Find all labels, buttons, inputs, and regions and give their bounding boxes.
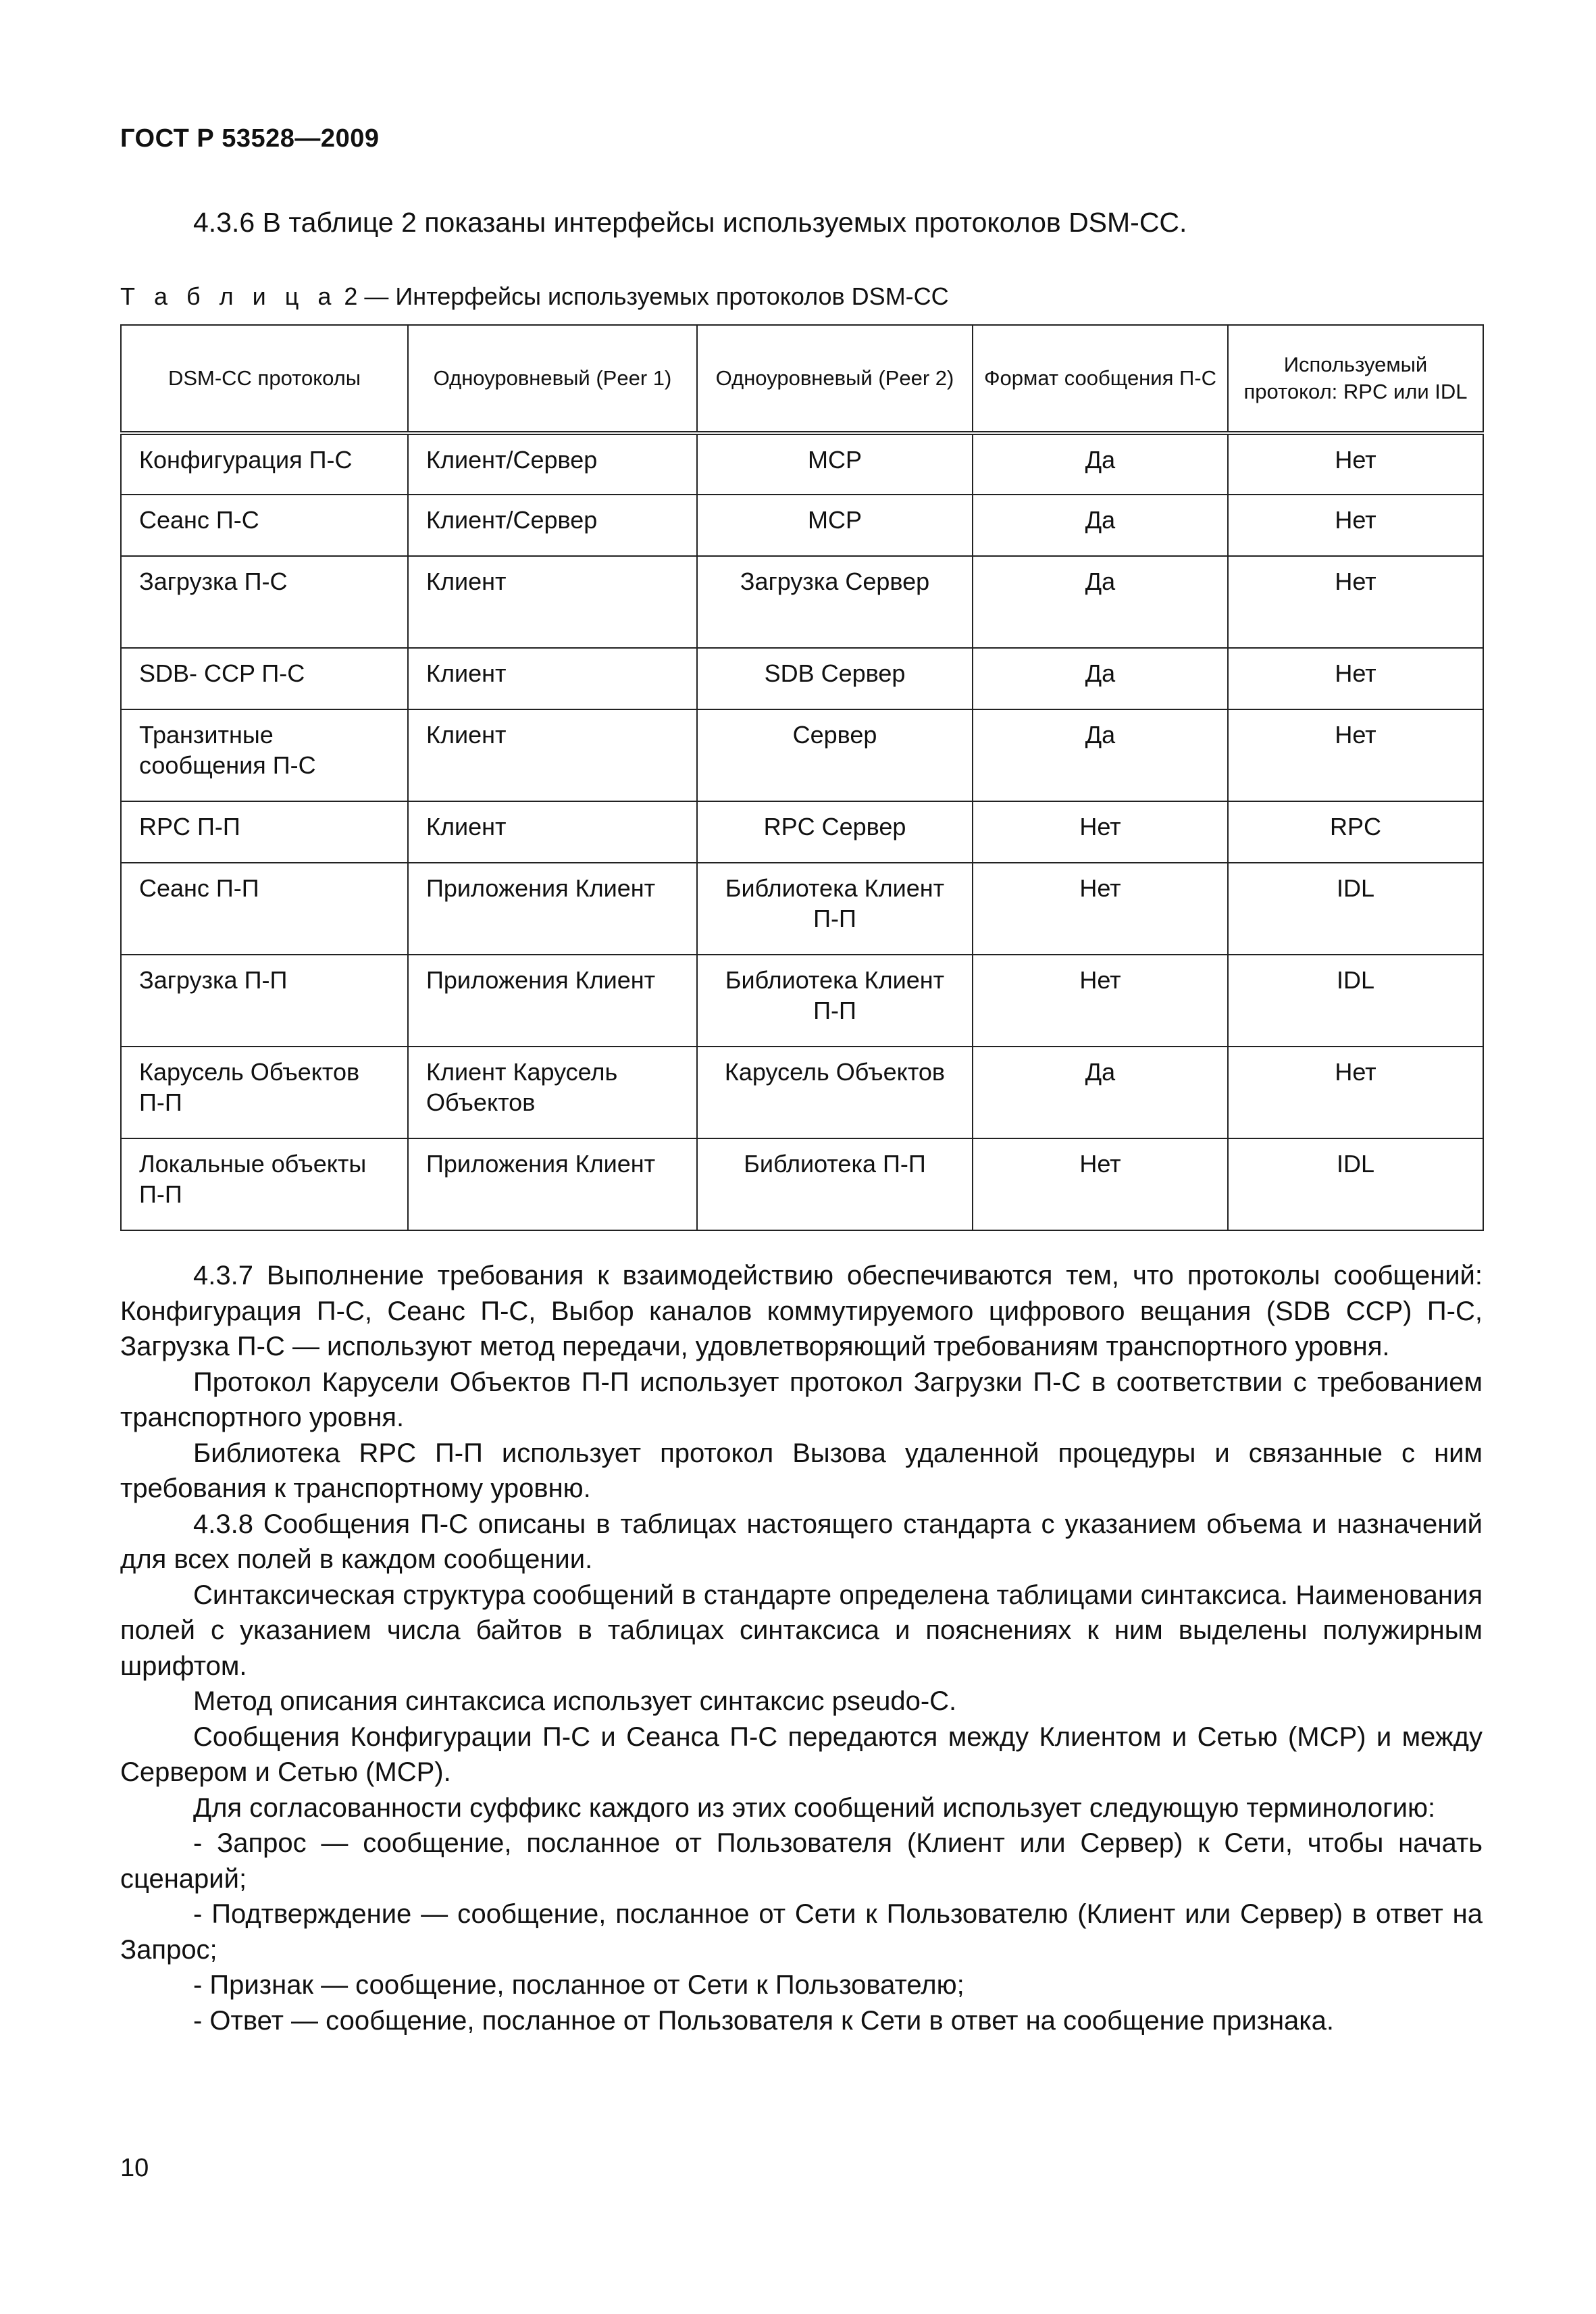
peer1-cell: Приложения Клиент bbox=[408, 1138, 697, 1230]
table-row bbox=[121, 433, 1483, 495]
table-row bbox=[121, 648, 1483, 709]
paragraph: 4.3.7 Выполнение требования к взаимодействию обеспечиваются тем, что протоколы сообщений: Конфигурация П-С, Сеанс П-С, Выбор каналов коммутируемого цифрового вещания (SDB CCP) П-С, Загрузка П-С — используют метод передачи, удовлетворяющий требованиям транспортного уровня. bbox=[120, 1261, 1483, 1361]
table-row bbox=[121, 863, 1483, 955]
paragraph: Библиотека RPC П-П использует протокол Вызова удаленной процедуры и связанные с ним требования к транспортному уровню. bbox=[120, 1438, 1483, 1503]
rpc-idl-cell: RPC bbox=[1228, 801, 1483, 863]
header-cell: Одноуровневый (Peer 2) bbox=[697, 325, 973, 433]
rpc-idl-cell: Нет bbox=[1228, 648, 1483, 709]
list-item: - Ответ — сообщение, посланное от Пользователя к Сети в ответ на сообщение признака. bbox=[193, 2005, 1335, 2036]
paragraph: 4.3.8 Сообщения П-С описаны в таблицах настоящего стандарта с указанием объема и назначений для всех полей в каждом сообщении. bbox=[120, 1509, 1483, 1574]
list-item: - Подтверждение — сообщение, посланное от Сети к Пользователю (Клиент или Сервер) в ответ на Запрос; bbox=[120, 1899, 1483, 1965]
peer1-cell: Клиент Карусель Объектов bbox=[408, 1047, 697, 1138]
format-cell: Да bbox=[973, 709, 1228, 801]
table-row bbox=[121, 801, 1483, 863]
paragraph: Для согласованности суффикс каждого из этих сообщений использует следующую терминологию: bbox=[193, 1792, 1436, 1823]
table-caption-label: Т а б л и ц а bbox=[120, 282, 338, 310]
peer2-cell: Библиотека П-П bbox=[697, 1138, 973, 1230]
rpc-idl-cell: Нет bbox=[1228, 556, 1483, 648]
table-row bbox=[121, 955, 1483, 1047]
table-caption bbox=[120, 282, 949, 311]
table-row bbox=[121, 495, 1483, 556]
protocol-cell: Конфигурация П-С bbox=[121, 433, 408, 495]
table-row bbox=[121, 1047, 1483, 1138]
protocol-cell: Загрузка П-С bbox=[121, 556, 408, 648]
format-cell: Нет bbox=[973, 801, 1228, 863]
peer1-cell: Приложения Клиент bbox=[408, 863, 697, 955]
peer2-cell: Библиотека Клиент П-П bbox=[697, 955, 973, 1047]
list-item: - Запрос — сообщение, посланное от Пользователя (Клиент или Сервер) к Сети, чтобы начать сценарий; bbox=[120, 1828, 1483, 1894]
header-cell: DSM-CC протоколы bbox=[121, 325, 408, 433]
paragraph: Синтаксическая структура сообщений в стандарте определена таблицами синтаксиса. Наименования полей с указанием числа байтов в таблицах синтаксиса и пояснениях к ним выделены полужирным шрифтом. bbox=[120, 1580, 1483, 1681]
body-text bbox=[120, 1258, 1483, 2038]
protocol-cell: Карусель Объектов П-П bbox=[121, 1047, 408, 1138]
header-cell: Одноуровневый (Peer 1) bbox=[408, 325, 697, 433]
peer2-cell: Сервер bbox=[697, 709, 973, 801]
paragraph: Сообщения Конфигурации П-С и Сеанса П-С передаются между Клиентом и Сетью (MCP) и между Сервером и Сетью (MCP). bbox=[120, 1721, 1483, 1787]
peer2-cell: MCP bbox=[697, 495, 973, 556]
format-cell: Да bbox=[973, 495, 1228, 556]
peer1-cell: Клиент/Сервер bbox=[408, 495, 697, 556]
format-cell: Нет bbox=[973, 1138, 1228, 1230]
protocol-cell: Транзитные сообщения П-С bbox=[121, 709, 408, 801]
table-row bbox=[121, 1138, 1483, 1230]
protocol-cell: Сеанс П-П bbox=[121, 863, 408, 955]
protocol-cell: Сеанс П-С bbox=[121, 495, 408, 556]
peer1-cell: Клиент bbox=[408, 709, 697, 801]
peer1-cell: Клиент/Сервер bbox=[408, 433, 697, 495]
peer2-cell: RPC Сервер bbox=[697, 801, 973, 863]
table-header-row bbox=[121, 325, 1483, 433]
rpc-idl-cell: Нет bbox=[1228, 1047, 1483, 1138]
format-cell: Нет bbox=[973, 955, 1228, 1047]
peer2-cell: Карусель Объектов bbox=[697, 1047, 973, 1138]
protocol-cell: SDB- CCP П-С bbox=[121, 648, 408, 709]
intro-paragraph: 4.3.6 В таблице 2 показаны интерфейсы используемых протоколов DSM-CC. bbox=[193, 207, 1187, 238]
peer1-cell: Клиент bbox=[408, 648, 697, 709]
rpc-idl-cell: Нет bbox=[1228, 495, 1483, 556]
header-cell: Формат сообщения П-С bbox=[973, 325, 1228, 433]
format-cell: Да bbox=[973, 1047, 1228, 1138]
table-caption-title: 2 — Интерфейсы используемых протоколов DSM-CC bbox=[337, 282, 949, 310]
rpc-idl-cell: Нет bbox=[1228, 709, 1483, 801]
format-cell: Да bbox=[973, 433, 1228, 495]
peer2-cell: MCP bbox=[697, 433, 973, 495]
rpc-idl-cell: Нет bbox=[1228, 433, 1483, 495]
rpc-idl-cell: IDL bbox=[1228, 955, 1483, 1047]
peer2-cell: Загрузка Сервер bbox=[697, 556, 973, 648]
peer1-cell: Клиент bbox=[408, 556, 697, 648]
peer2-cell: Библиотека Клиент П-П bbox=[697, 863, 973, 955]
peer2-cell: SDB Сервер bbox=[697, 648, 973, 709]
list-item: - Признак — сообщение, посланное от Сети к Пользователю; bbox=[193, 1970, 964, 2000]
peer1-cell: Клиент bbox=[408, 801, 697, 863]
protocol-cell: Локальные объекты П-П bbox=[121, 1138, 408, 1230]
protocols-table bbox=[120, 324, 1484, 1231]
rpc-idl-cell: IDL bbox=[1228, 1138, 1483, 1230]
protocol-cell: Загрузка П-П bbox=[121, 955, 408, 1047]
format-cell: Нет bbox=[973, 863, 1228, 955]
paragraph: Протокол Карусели Объектов П-П использует протокол Загрузки П-С в соответствии с требованием транспортного уровня. bbox=[120, 1367, 1483, 1432]
header-cell: Используемый протокол: RPC или IDL bbox=[1228, 325, 1483, 433]
table-row bbox=[121, 556, 1483, 648]
paragraph: Метод описания синтаксиса использует синтаксис pseudo-C. bbox=[193, 1686, 957, 1716]
table-row bbox=[121, 709, 1483, 801]
format-cell: Да bbox=[973, 648, 1228, 709]
format-cell: Да bbox=[973, 556, 1228, 648]
peer1-cell: Приложения Клиент bbox=[408, 955, 697, 1047]
protocol-cell: RPC П-П bbox=[121, 801, 408, 863]
page-number: 10 bbox=[120, 2154, 149, 2182]
document-id: ГОСТ Р 53528—2009 bbox=[120, 124, 380, 153]
rpc-idl-cell: IDL bbox=[1228, 863, 1483, 955]
